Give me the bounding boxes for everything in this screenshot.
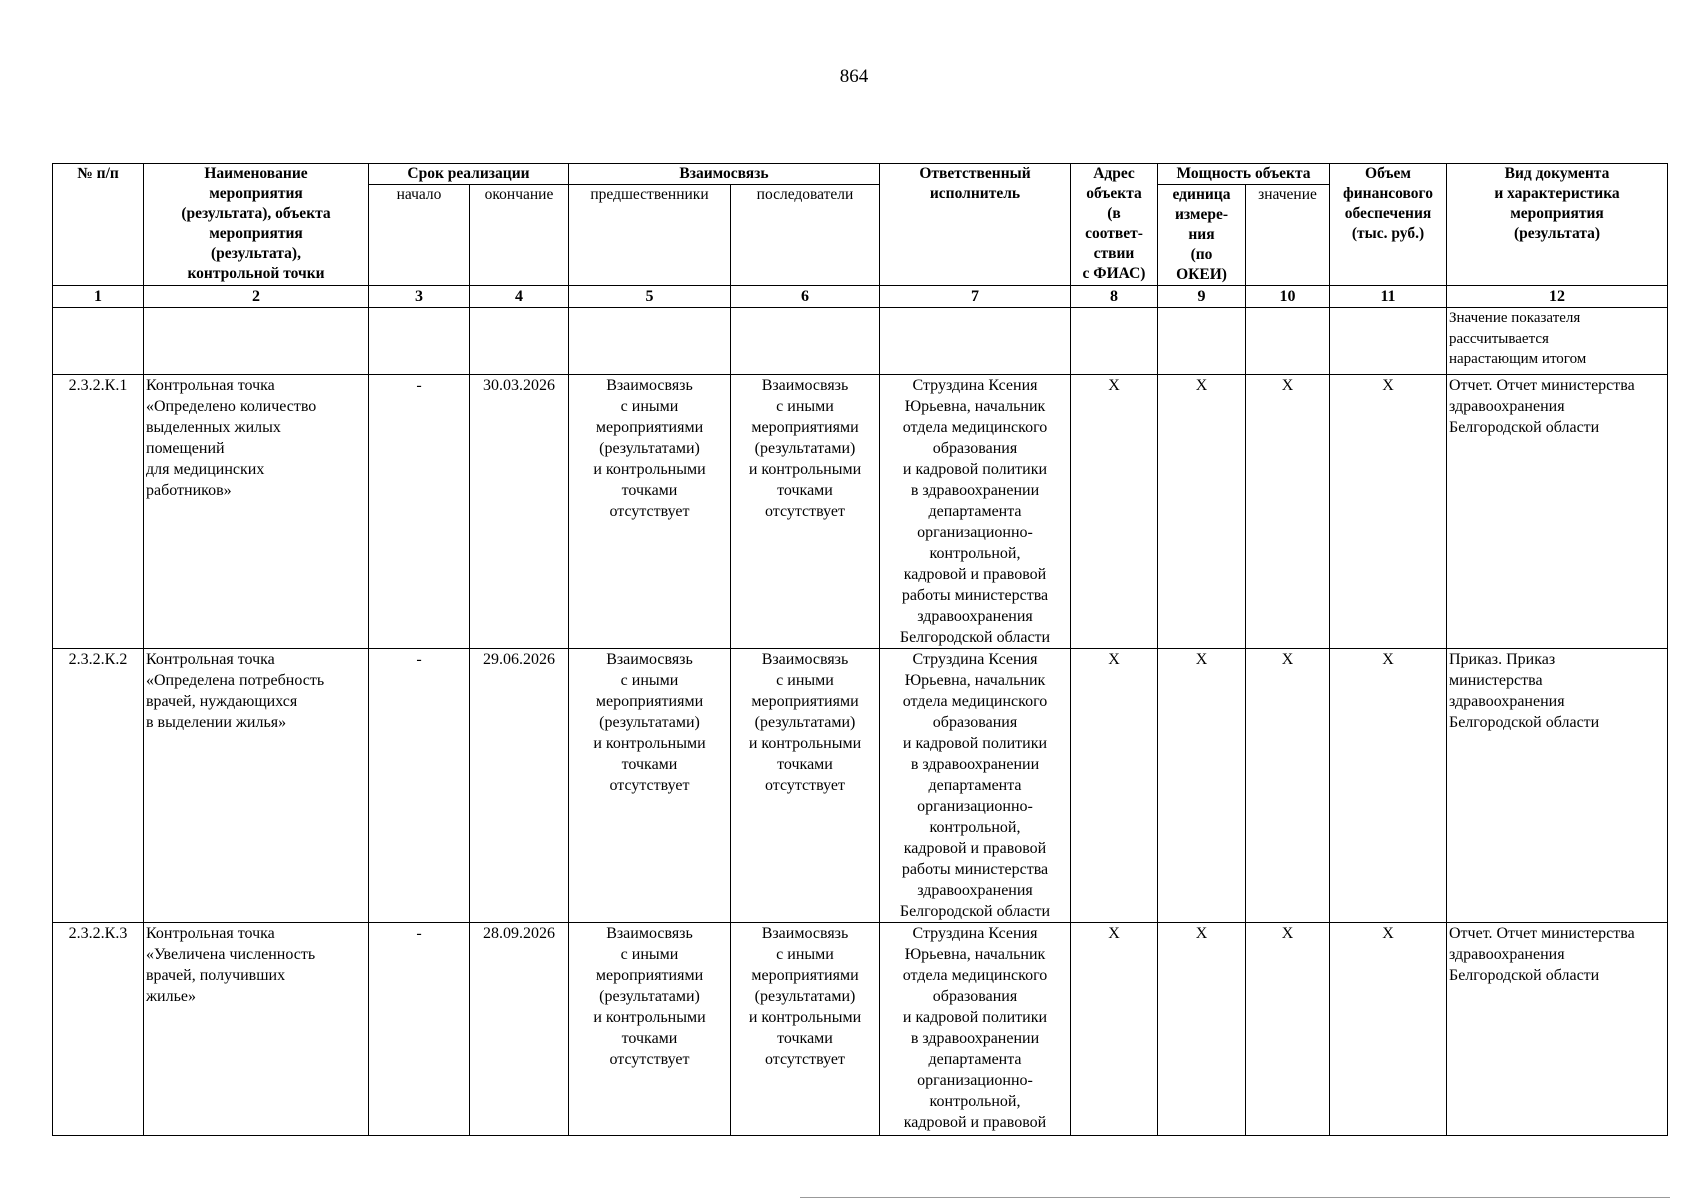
cell-responsible: Струздина Ксения Юрьевна, начальник отдела медицинского образования и кадровой политики в здравоохранении департамента организационно- контрольной, кадровой и правовой [880, 923, 1071, 1136]
header-predecessors: предшественники [569, 185, 731, 286]
col-number: 5 [569, 286, 731, 308]
cell-finance: X [1330, 375, 1447, 649]
bottom-rule [800, 1197, 1670, 1198]
header-document: Вид документа и характеристика мероприятия (результата) [1447, 164, 1668, 286]
cell-value: X [1246, 923, 1330, 1136]
cell-end [470, 308, 569, 375]
cell-document: Отчет. Отчет министерства здравоохранения Белгородской области [1447, 923, 1668, 1136]
cell-unit: X [1158, 923, 1246, 1136]
table-row [53, 375, 1668, 649]
cell-responsible [880, 308, 1071, 375]
header-end: окончание [470, 185, 569, 286]
header-successors: последователи [731, 185, 880, 286]
cell-value: X [1246, 649, 1330, 923]
cell-address: X [1071, 649, 1158, 923]
header-value: значение [1246, 185, 1330, 286]
col-number: 2 [144, 286, 369, 308]
cell-end: 29.06.2026 [470, 649, 569, 923]
cell-value: X [1246, 375, 1330, 649]
cell-name [144, 308, 369, 375]
cell-value [1246, 308, 1330, 375]
cell-responsible: Струздина Ксения Юрьевна, начальник отдела медицинского образования и кадровой политики в здравоохранении департамента организационно- контрольной, кадровой и правовой работы министерства здравоохранения Белгородской области [880, 375, 1071, 649]
cell-address: X [1071, 375, 1158, 649]
header-num: № п/п [53, 164, 144, 286]
cell-unit [1158, 308, 1246, 375]
cell-document: Значение показателя рассчитывается нарастающим итогом [1447, 308, 1668, 375]
cell-finance: X [1330, 649, 1447, 923]
cell-unit: X [1158, 375, 1246, 649]
table-header [53, 164, 1668, 286]
cell-successors: Взаимосвязь с иными мероприятиями (результатами) и контрольными точками отсутствует [731, 923, 880, 1136]
cell-start [369, 308, 470, 375]
col-number: 9 [1158, 286, 1246, 308]
table-row [53, 308, 1668, 375]
cell-predecessors: Взаимосвязь с иными мероприятиями (результатами) и контрольными точками отсутствует [569, 923, 731, 1136]
cell-num [53, 308, 144, 375]
cell-document: Приказ. Приказ министерства здравоохранения Белгородской области [1447, 649, 1668, 923]
page-number: 864 [839, 66, 869, 87]
cell-finance: X [1330, 923, 1447, 1136]
col-number: 4 [470, 286, 569, 308]
cell-num: 2.3.2.К.3 [53, 923, 144, 1136]
cell-responsible: Струздина Ксения Юрьевна, начальник отдела медицинского образования и кадровой политики в здравоохранении департамента организационно- контрольной, кадровой и правовой работы министерства здравоохранения Белгородской области [880, 649, 1071, 923]
header-term: Срок реализации [369, 164, 569, 185]
cell-name: Контрольная точка «Определено количество выделенных жилых помещений для медицинских работников» [144, 375, 369, 649]
table-row [53, 923, 1668, 1136]
header-name: Наименование мероприятия (результата), объекта мероприятия (результата), контрольной точки [144, 164, 369, 286]
cell-unit: X [1158, 649, 1246, 923]
cell-num: 2.3.2.К.1 [53, 375, 144, 649]
col-number: 11 [1330, 286, 1447, 308]
cell-successors: Взаимосвязь с иными мероприятиями (результатами) и контрольными точками отсутствует [731, 375, 880, 649]
cell-start: - [369, 649, 470, 923]
cell-document: Отчет. Отчет министерства здравоохранения Белгородской области [1447, 375, 1668, 649]
cell-predecessors: Взаимосвязь с иными мероприятиями (результатами) и контрольными точками отсутствует [569, 649, 731, 923]
header-finance: Объем финансового обеспечения (тыс. руб.) [1330, 164, 1447, 286]
table-row [53, 649, 1668, 923]
cell-successors: Взаимосвязь с иными мероприятиями (результатами) и контрольными точками отсутствует [731, 649, 880, 923]
cell-finance [1330, 308, 1447, 375]
cell-name: Контрольная точка «Увеличена численность врачей, получивших жилье» [144, 923, 369, 1136]
measures-table [52, 163, 1668, 1136]
header-address: Адрес объекта (в соответ- ствии с ФИАС) [1071, 164, 1158, 286]
col-number: 12 [1447, 286, 1668, 308]
cell-predecessors [569, 308, 731, 375]
cell-start: - [369, 923, 470, 1136]
col-number: 1 [53, 286, 144, 308]
col-number: 8 [1071, 286, 1158, 308]
cell-address [1071, 308, 1158, 375]
cell-end: 28.09.2026 [470, 923, 569, 1136]
cell-end: 30.03.2026 [470, 375, 569, 649]
header-unit: единица измере- ния (по ОКЕИ) [1158, 185, 1246, 286]
cell-name: Контрольная точка «Определена потребность врачей, нуждающихся в выделении жилья» [144, 649, 369, 923]
col-number: 6 [731, 286, 880, 308]
cell-num: 2.3.2.К.2 [53, 649, 144, 923]
col-number: 7 [880, 286, 1071, 308]
cell-start: - [369, 375, 470, 649]
col-number: 10 [1246, 286, 1330, 308]
cell-predecessors: Взаимосвязь с иными мероприятиями (результатами) и контрольными точками отсутствует [569, 375, 731, 649]
header-responsible: Ответственный исполнитель [880, 164, 1071, 286]
header-link: Взаимосвязь [569, 164, 880, 185]
header-start: начало [369, 185, 470, 286]
cell-successors [731, 308, 880, 375]
header-power: Мощность объекта [1158, 164, 1330, 185]
col-number: 3 [369, 286, 470, 308]
column-numbers-row [53, 286, 1668, 308]
cell-address: X [1071, 923, 1158, 1136]
